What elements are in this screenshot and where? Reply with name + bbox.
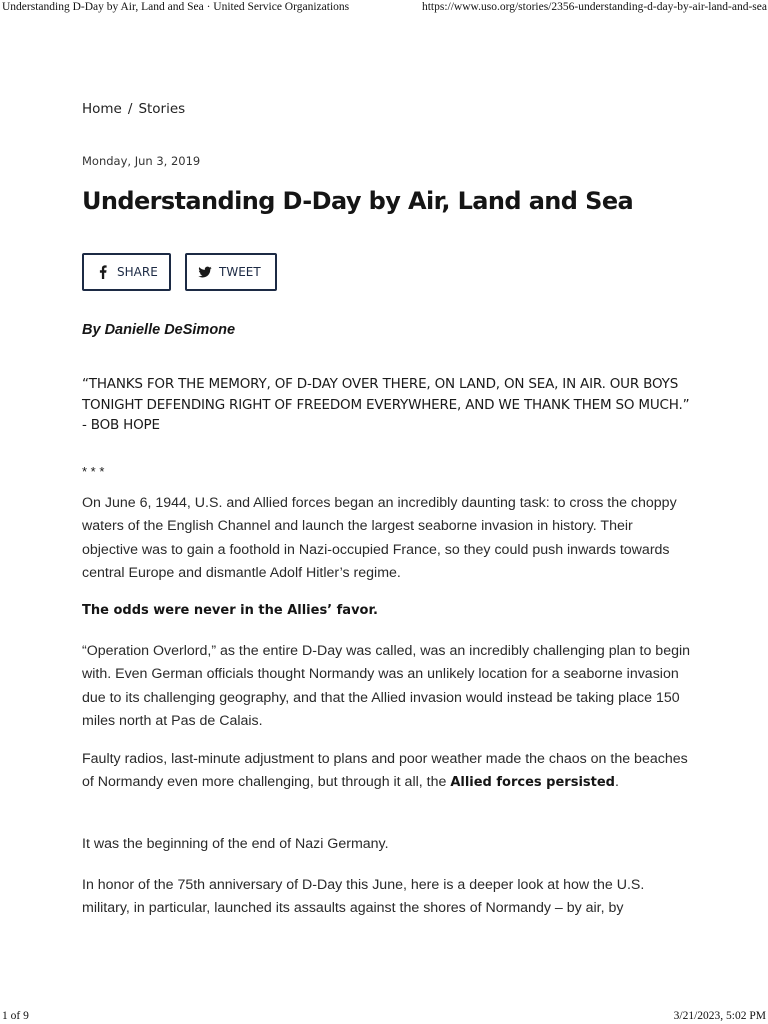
print-header-url: https://www.uso.org/stories/2356-understanding-d-day-by-air-land-and-sea — [421, 1, 767, 13]
section-separator: * * * — [82, 464, 105, 479]
subheading: The odds were never in the Allies’ favor. — [82, 603, 378, 618]
quote: “THANKS FOR THE MEMORY, OF D-DAY OVER THERE, ON LAND, ON SEA, IN AIR. OUR BOYS TONIGHT DEFENDING RIGHT OF FREEDOM EVERYWHERE, AND WE THANK THEM SO MUCH.” - BOB HOPE — [82, 376, 690, 433]
facebook-share-button[interactable] — [82, 253, 171, 291]
print-header-title: Understanding D-Day by Air, Land and Sea · United Service Organizations — [2, 1, 350, 13]
breadcrumb — [82, 101, 185, 117]
byline: By Danielle DeSimone — [82, 322, 236, 338]
paragraph-3-link[interactable]: Allied forces persisted — [450, 775, 615, 791]
twitter-icon — [198, 265, 212, 279]
tweet-button[interactable] — [185, 253, 277, 291]
paragraph-3 — [82, 748, 692, 795]
share-label: SHARE — [117, 265, 158, 279]
breadcrumb-home-link[interactable]: Home — [82, 101, 122, 117]
paragraph-3-start: Faulty radios, last-minute adjustment to plans and poor weather made the chaos on the beaches of Normandy even more challenging, but through it all, the — [82, 751, 688, 791]
facebook-icon — [96, 265, 110, 279]
paragraph-5: In honor of the 75th anniversary of D-Day this June, here is a deeper look at how the U.S. military, in particular, launched its assaults against the shores of Normandy – by air, by — [82, 877, 645, 917]
paragraph-4: It was the beginning of the end of Nazi Germany. — [82, 836, 389, 852]
post-date: Monday, Jun 3, 2019 — [82, 154, 201, 168]
breadcrumb-separator: / — [127, 101, 133, 117]
print-footer-page: 1 of 9 — [2, 1010, 29, 1022]
paragraph-2: “Operation Overlord,” as the entire D-Day was called, was an incredibly challenging plan to begin with. Even German officials thought Normandy was an unlikely location for a seaborne invasion due to its challenging geography, and that the Allied invasion would instead be taking place 150 miles north at Pas de Calais. — [82, 643, 691, 729]
tweet-label: TWEET — [219, 265, 261, 279]
paragraph-1: On June 6, 1944, U.S. and Allied forces began an incredibly daunting task: to cross the choppy waters of the English Channel and launch the largest seaborne invasion in history. Their objective was to gain a foothold in Nazi-occupied France, so they could push inwards towards central Europe and dismantle Adolf Hitler’s regime. — [82, 495, 677, 581]
page-title: Understanding D-Day by Air, Land and Sea — [82, 187, 634, 215]
print-footer-datetime: 3/21/2023, 5:02 PM — [673, 1010, 766, 1022]
print-header — [0, 1, 768, 17]
paragraph-3-end: . — [614, 774, 619, 791]
breadcrumb-stories-link[interactable]: Stories — [138, 101, 186, 117]
